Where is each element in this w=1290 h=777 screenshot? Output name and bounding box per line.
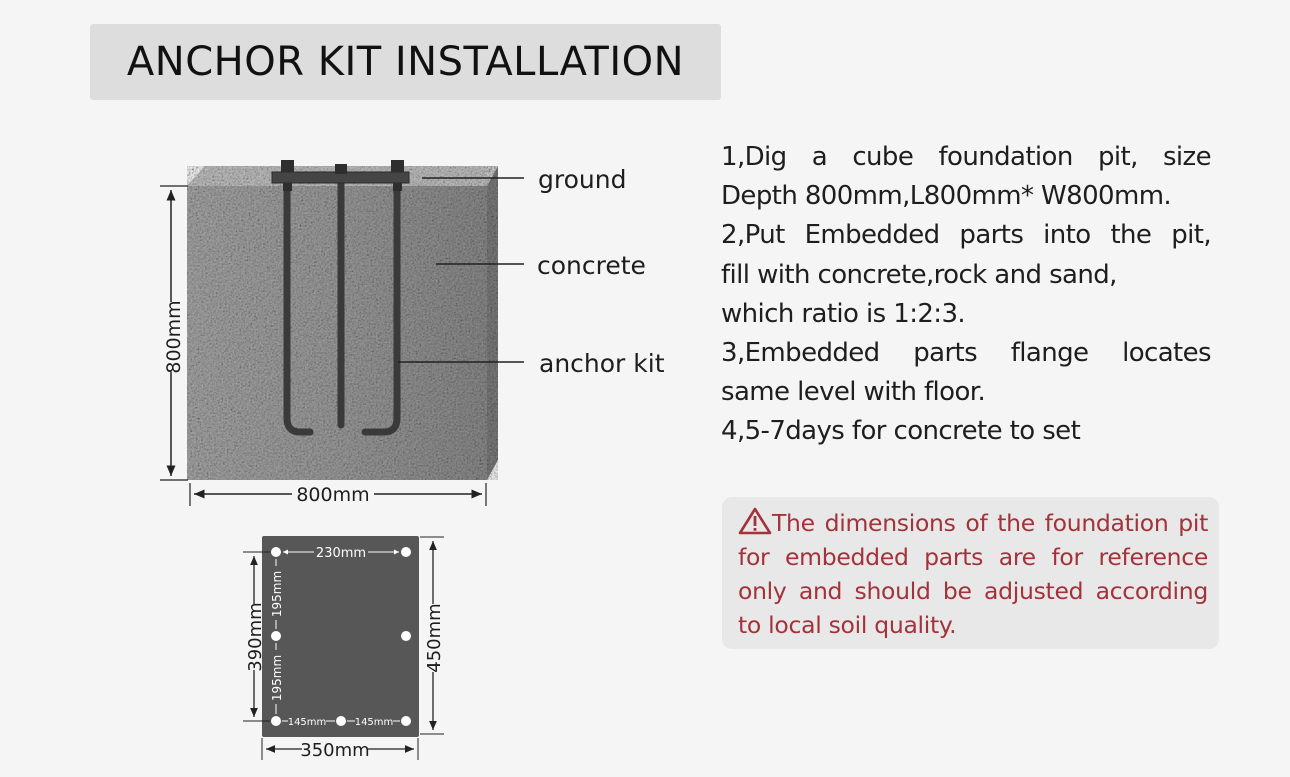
plate-bottom-left-spacing: 145mm [287, 717, 327, 728]
concrete-front-face [187, 186, 487, 480]
step-line: 1,Dig a cube foundation pit, size [721, 142, 1211, 172]
plate-lower-vertical: 195mm [270, 654, 284, 702]
plate-hole-span: 390mm [245, 602, 266, 672]
plate-width-dimension [262, 738, 418, 761]
plate-body [262, 536, 419, 737]
step-line: 3,Embedded parts flange locates [721, 338, 1211, 369]
concrete-side-face [487, 166, 498, 480]
step-line: 2,Put Embedded parts into the pit, [721, 220, 1211, 251]
step-line: Depth 800mm,L800mm* W800mm. [721, 181, 1172, 212]
installation-steps [721, 138, 1211, 452]
height-label: 800mm [163, 300, 185, 374]
page-title: ANCHOR KIT INSTALLATION [126, 39, 685, 85]
warning-line: only and should be adjusted according [738, 577, 1208, 605]
concrete-label: concrete [537, 251, 646, 280]
warning-line: for embedded parts are for reference [738, 543, 1208, 571]
warning-text [738, 506, 1208, 642]
plate-height-dimension [420, 537, 445, 734]
plate-height: 450mm [424, 603, 445, 673]
ground-label: ground [538, 165, 627, 194]
plate-bottom-right-spacing: 145mm [354, 717, 394, 728]
base-plate [262, 536, 419, 737]
warning-line: to local soil quality. [738, 611, 957, 639]
plate-upper-vertical: 195mm [270, 570, 284, 618]
plate-width: 350mm [300, 740, 370, 761]
warning-box [722, 497, 1219, 649]
warning-triangle-icon [738, 507, 772, 535]
step-line: which ratio is 1:2:3. [721, 298, 966, 329]
warning-line: The dimensions of the foundation pit [738, 506, 1208, 540]
step-line: 4,5-7days for concrete to set [721, 416, 1081, 447]
width-dimension [190, 483, 486, 506]
height-dimension [160, 186, 188, 480]
plate-top-spacing: 230mm [315, 546, 367, 561]
width-label: 800mm [296, 484, 370, 506]
step-line: fill with concrete,rock and sand, [721, 259, 1117, 290]
anchor-kit-label: anchor kit [539, 349, 665, 378]
step-line: same level with floor. [721, 377, 986, 408]
